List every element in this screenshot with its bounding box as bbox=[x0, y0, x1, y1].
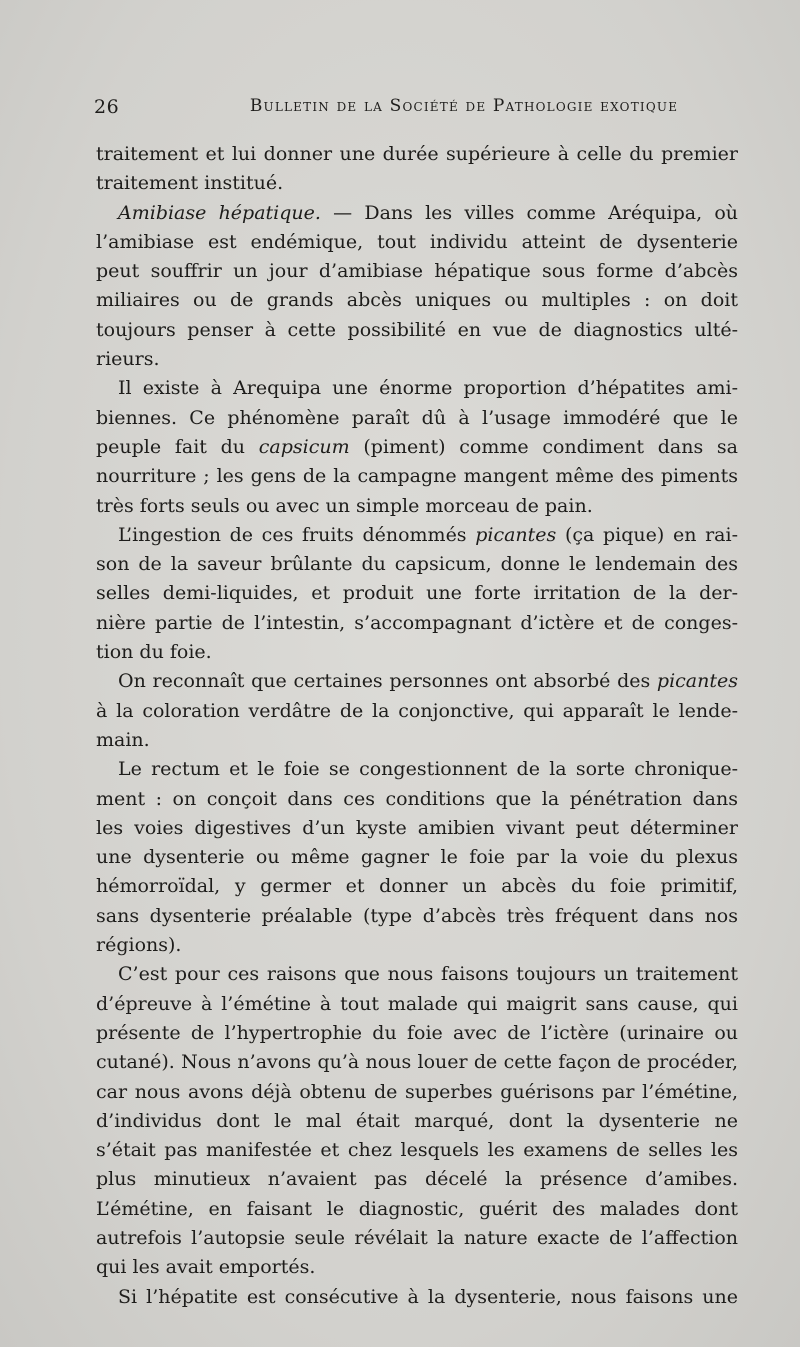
text-segment: sans dysenterie préalable (type d’abcès très fréquent dans nos bbox=[96, 904, 738, 927]
text-segment: biennes. Ce phénomène paraît dû à l’usage immodéré que le bbox=[96, 406, 738, 429]
text-segment: Le rectum et le foie se congestionnent de la sorte chronique- bbox=[118, 758, 738, 781]
text-segment: peuple fait du bbox=[96, 435, 259, 458]
text-line bbox=[96, 404, 738, 433]
text-line bbox=[96, 902, 738, 931]
text-line bbox=[96, 1107, 738, 1136]
text-segment: car nous avons déjà obtenu de superbes guérisons par l’émétine, bbox=[96, 1080, 738, 1103]
text-segment: L’ingestion de ces fruits dénommés bbox=[118, 523, 476, 546]
text-segment: présente de l’hypertrophie du foie avec de l’ictère (urinaire ou bbox=[96, 1021, 738, 1044]
text-line bbox=[96, 521, 738, 550]
text-segment: (piment) comme condiment dans sa bbox=[349, 435, 738, 458]
text-line bbox=[96, 1048, 738, 1077]
text-segment: s’était pas manifestée et chez lesquels les examens de selles les bbox=[96, 1139, 738, 1162]
italic-text: Amibiase hépatique. bbox=[118, 201, 321, 224]
text-line bbox=[96, 462, 738, 491]
text-segment: les voies digestives d’un kyste amibien vivant peut déterminer bbox=[96, 816, 738, 839]
text-line bbox=[96, 1253, 738, 1282]
text-segment: à la coloration verdâtre de la conjonctive, qui apparaît le lende- bbox=[96, 699, 738, 722]
text-line bbox=[96, 433, 738, 462]
text-segment: main. bbox=[96, 728, 150, 751]
text-segment: selles demi-liquides, et produit une forte irritation de la der- bbox=[96, 582, 738, 605]
text-segment: une dysenterie ou même gagner le foie par la voie du plexus bbox=[96, 846, 738, 869]
text-segment: l’amibiase est endémique, tout individu atteint de dysenterie bbox=[96, 230, 738, 253]
text-segment: nourriture ; les gens de la campagne mangent même des piments bbox=[96, 465, 738, 488]
text-segment: hémorroïdal, y germer et donner un abcès du foie primitif, bbox=[96, 875, 738, 898]
italic-text: picantes bbox=[475, 523, 557, 546]
italic-text: capsicum bbox=[258, 435, 350, 458]
text-segment: — Dans les villes comme Aréquipa, où bbox=[320, 201, 738, 224]
italic-text: picantes bbox=[656, 670, 738, 693]
text-line bbox=[96, 785, 738, 814]
text-line bbox=[96, 199, 738, 228]
text-line bbox=[96, 638, 738, 667]
text-segment: tion du foie. bbox=[96, 641, 212, 664]
text-line bbox=[96, 726, 738, 755]
text-segment: ment : on conçoit dans ces conditions que la pénétration dans bbox=[96, 787, 738, 810]
text-line bbox=[96, 1165, 738, 1194]
text-segment: d’individus dont le mal était marqué, dont la dysenterie ne bbox=[96, 1109, 738, 1132]
text-segment: nière partie de l’intestin, s’accompagnant d’ictère et de conges- bbox=[96, 611, 738, 634]
text-line bbox=[96, 228, 738, 257]
text-segment: son de la saveur brûlante du capsicum, donne le lendemain des bbox=[96, 553, 738, 576]
text-line bbox=[96, 1195, 738, 1224]
body-text bbox=[96, 140, 738, 1312]
text-segment: très forts seuls ou avec un simple morceau de pain. bbox=[96, 494, 593, 517]
text-segment: autrefois l’autopsie seule révélait la nature exacte de l’affection bbox=[96, 1226, 738, 1249]
text-segment: rieurs. bbox=[96, 348, 160, 371]
text-segment: L’émétine, en faisant le diagnostic, guérit des malades dont bbox=[96, 1197, 738, 1220]
page-header bbox=[94, 96, 740, 124]
text-line bbox=[96, 1019, 738, 1048]
text-segment: C’est pour ces raisons que nous faisons toujours un traitement bbox=[118, 963, 738, 986]
text-segment: plus minutieux n’avaient pas décelé la présence d’amibes. bbox=[96, 1168, 738, 1191]
text-line bbox=[96, 140, 738, 169]
text-line bbox=[96, 374, 738, 403]
text-line bbox=[96, 697, 738, 726]
text-line bbox=[96, 1136, 738, 1165]
text-segment: traitement institué. bbox=[96, 172, 284, 195]
text-segment: On reconnaît que certaines personnes ont absorbé des bbox=[118, 670, 657, 693]
text-line bbox=[96, 1224, 738, 1253]
text-line bbox=[96, 579, 738, 608]
text-segment: miliaires ou de grands abcès uniques ou multiples : on doit bbox=[96, 289, 738, 312]
text-line bbox=[96, 169, 738, 198]
text-line bbox=[96, 492, 738, 521]
text-line bbox=[96, 814, 738, 843]
running-head: Bulletin de la Société de Pathologie exotique bbox=[249, 96, 679, 116]
text-segment: cutané). Nous n’avons qu’à nous louer de cette façon de procéder, bbox=[96, 1051, 738, 1074]
text-line bbox=[96, 609, 738, 638]
text-line bbox=[96, 1283, 738, 1312]
text-line bbox=[96, 843, 738, 872]
text-line bbox=[96, 286, 738, 315]
text-line bbox=[96, 990, 738, 1019]
text-line bbox=[96, 550, 738, 579]
text-segment: (ça pique) en rai- bbox=[556, 523, 738, 546]
text-segment: Si l’hépatite est consécutive à la dysenterie, nous faisons une bbox=[118, 1285, 738, 1308]
text-line bbox=[96, 960, 738, 989]
text-line bbox=[96, 931, 738, 960]
text-segment: peut souffrir un jour d’amibiase hépatique sous forme d’abcès bbox=[96, 260, 738, 283]
text-line bbox=[96, 345, 738, 374]
text-segment: Il existe à Arequipa une énorme proportion d’hépatites ami- bbox=[118, 377, 738, 400]
text-line bbox=[96, 755, 738, 784]
text-segment: traitement et lui donner une durée supérieure à celle du premier bbox=[96, 143, 738, 165]
text-line bbox=[96, 316, 738, 345]
text-segment: régions). bbox=[96, 934, 182, 957]
text-segment: qui les avait emportés. bbox=[96, 1256, 316, 1279]
text-line bbox=[96, 1078, 738, 1107]
page-number: 26 bbox=[94, 96, 120, 118]
text-line bbox=[96, 667, 738, 696]
text-segment: toujours penser à cette possibilité en vue de diagnostics ulté- bbox=[96, 318, 738, 341]
text-line bbox=[96, 257, 738, 286]
text-segment: d’épreuve à l’émétine à tout malade qui maigrit sans cause, qui bbox=[96, 992, 738, 1015]
text-line bbox=[96, 872, 738, 901]
